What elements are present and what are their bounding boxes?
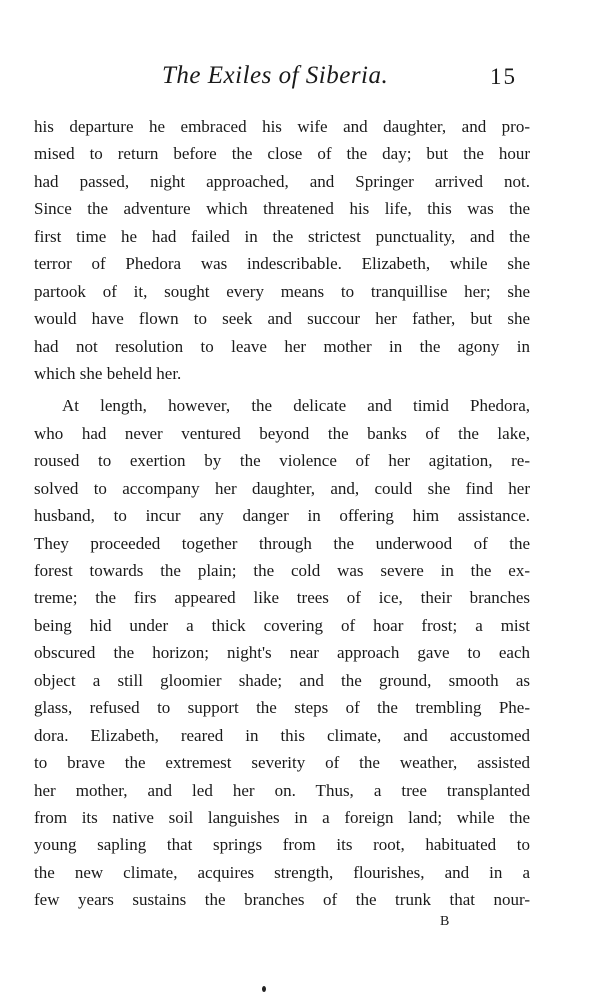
ink-speck xyxy=(262,986,266,992)
paragraph-2 xyxy=(34,392,530,913)
text-line: forest towards the plain; the cold was severe in the ex- xyxy=(34,561,530,580)
text-line: had passed, night approached, and Springer arrived not. xyxy=(34,171,530,191)
running-title: The Exiles of Siberia. xyxy=(162,62,389,89)
text-line: solved to accompany her daughter, and, could she find her xyxy=(34,478,530,498)
paragraph-1 xyxy=(34,113,530,387)
text-line: treme; the firs appeared like trees of ice, their branches xyxy=(34,588,530,608)
text-line: Since the adventure which threatened his life, this was the xyxy=(34,199,530,219)
body-text xyxy=(34,113,530,914)
text-line: object a still gloomier shade; and the ground, smooth as xyxy=(34,670,530,690)
text-line: glass, refused to support the steps of the trembling Phe- xyxy=(34,698,530,718)
text-line: would have flown to seek and succour her father, but she xyxy=(34,309,530,329)
text-line: to brave the extremest severity of the weather, assisted xyxy=(34,753,530,773)
text-line: dora. Elizabeth, reared in this climate, and accustomed xyxy=(34,725,530,745)
text-line: mised to return before the close of the day; but the hour xyxy=(34,144,530,164)
text-line: partook of it, sought every means to tranquillise her; she xyxy=(34,281,530,301)
text-line: had not resolution to leave her mother in the agony in xyxy=(34,336,530,356)
text-line: husband, to incur any danger in offering him assistance. xyxy=(34,506,530,526)
text-line: They proceeded together through the underwood of the xyxy=(34,533,530,553)
text-line: being hid under a thick covering of hoar frost; a mist xyxy=(34,615,530,635)
text-line: which she beheld her. xyxy=(34,363,182,383)
text-line: who had never ventured beyond the banks of the lake, xyxy=(34,423,530,443)
text-line: young sapling that springs from its root, habituated to xyxy=(34,835,530,855)
text-line: roused to exertion by the violence of her agitation, re- xyxy=(34,451,530,471)
text-line: first time he had failed in the strictest punctuality, and the xyxy=(34,226,530,246)
text-line: few years sustains the branches of the trunk that nour- xyxy=(34,890,530,910)
text-line: obscured the horizon; night's near approach gave to each xyxy=(34,643,530,663)
text-line: the new climate, acquires strength, flourishes, and in a xyxy=(34,862,530,882)
text-line: his departure he embraced his wife and daughter, and pro- xyxy=(34,117,530,136)
page-number: 15 xyxy=(490,64,517,89)
signature-mark: B xyxy=(440,914,451,929)
text-line: from its native soil languishes in a foreign land; while the xyxy=(34,807,530,827)
text-line: her mother, and led her on. Thus, a tree transplanted xyxy=(34,780,530,800)
text-line: terror of Phedora was indescribable. Elizabeth, while she xyxy=(34,254,530,274)
text-line: At length, however, the delicate and timid Phedora, xyxy=(62,396,530,416)
running-head xyxy=(0,62,599,102)
